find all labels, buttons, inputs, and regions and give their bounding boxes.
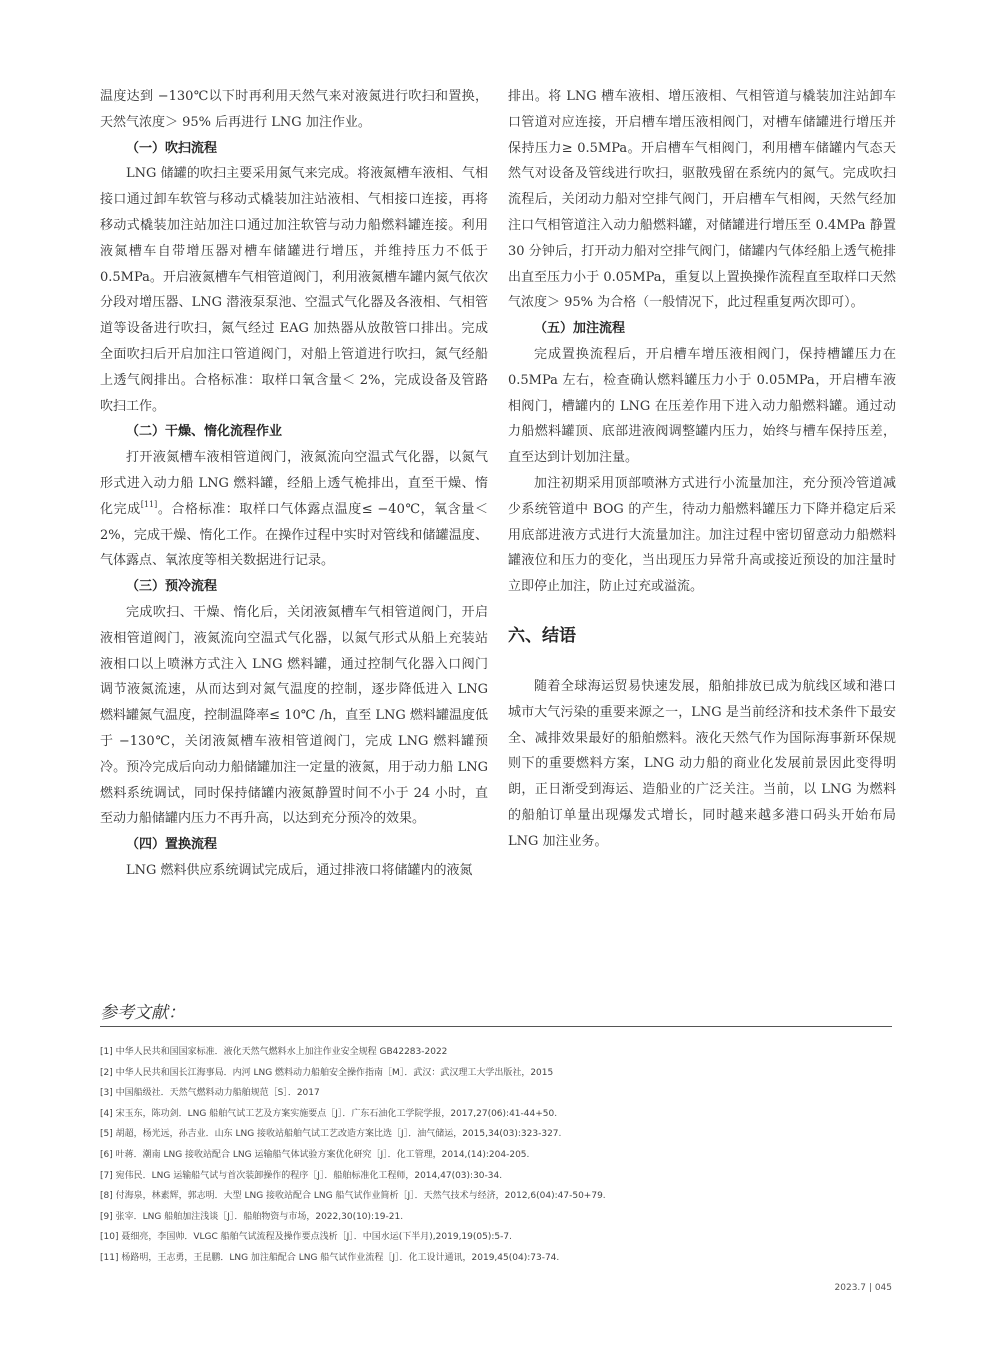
paragraph: LNG 燃料供应系统调试完成后，通过排液口将储罐内的液氮 — [126, 862, 473, 878]
reference-item: [10] 聂细亮，李国帅．VLGC 船舶气试流程及操作要点浅析［J］．中国水运(下半月),2019,19(05):5-7. — [100, 1232, 512, 1243]
section-heading-purge: （一）吹扫流程 — [126, 140, 218, 156]
reference-item: [5] 胡超，杨光远，孙吉业．山东 LNG 接收站船舶气试工艺改造方案比选［J］．油气储运，2015,34(03):323-327. — [100, 1129, 562, 1140]
reference-item: [1] 中华人民共和国国家标准．液化天然气燃料水上加注作业安全规程 GB42283-2022 — [100, 1047, 448, 1057]
paragraph: 完成置换流程后，开启槽车增压液相阀门，保持槽罐压力在 0.5MPa 左右，检查确认燃料罐压力小于 0.05MPa，开启槽车液相阀门，槽罐内的 LNG 在压差作用下进入动力船燃料罐。通过动力船燃料罐顶、底部进液阀调整罐内压力，始终与槽车保持压差，直至达到计划加注量。 — [508, 346, 896, 466]
citation-mark: [11] — [140, 499, 158, 509]
paragraph: 随着全球海运贸易快速发展，船舶排放已成为航线区域和港口城市大气污染的重要来源之一，LNG 是当前经济和技术条件下最安全、减排效果最好的船舶燃料。液化天然气作为国际海事新环保规则下的重要燃料方案，LNG 动力船的商业化发展前景因此变得明朗，正日渐受到海运、造船业的广泛关注。当前，以 LNG 为燃料的船舶订单量出现爆发式增长，同时越来越多港口码头开始布局 LNG 加注业务。 — [508, 678, 896, 849]
reference-item: [3] 中国船级社．天然气燃料动力船舶规范［S］．2017 — [100, 1088, 320, 1099]
reference-item: [11] 杨路明，王志勇，王昆鹏．LNG 加注船配合 LNG 船气试作业流程［J］．化工设计通讯，2019,45(04):73-74. — [100, 1252, 560, 1263]
paragraph: LNG 储罐的吹扫主要采用氮气来完成。将液氮槽车液相、气相接口通过卸车软管与移动式橇装加注站液相、气相接口连接，再将移动式橇装加注站加注口通过加注软管与动力船燃料罐连接。利用液氮槽车自带增压器对槽车储罐进行增压，并维持压力不低于 0.5MPa。开启液氮槽车气相管道阀门，利用液氮槽车罐内氮气依次分段对增压器、LNG 潜液泵泵池、空温式气化器及各液相、气相管道等设备进行吹扫，氮气经过 EAG 加热器从放散管口排出。完成全面吹扫后开启加注口管道阀门，对船上管道进行吹扫，氮气经船上透气阀排出。合格标准：取样口氧含量＜ 2%，完成设备及管路吹扫工作。 — [100, 166, 488, 414]
right-column — [508, 84, 896, 855]
paragraph-with-citation — [100, 445, 488, 574]
page-footer — [835, 1283, 892, 1293]
references-list — [100, 1042, 892, 1269]
section-heading-fueling: （五）加注流程 — [534, 321, 626, 337]
reference-item: [9] 张宰．LNG 船舶加注浅谈［J］．船舶物资与市场，2022,30(10):19-21. — [100, 1211, 404, 1222]
issue-date: 2023.7 — [834, 1283, 867, 1293]
references-divider — [100, 1026, 892, 1027]
paragraph-text: 。合格标准：取样口气体露点温度≤ −40℃，氧含量＜ 2%，完成干燥、惰化工作。在操作过程中实时对管线和储罐温度、气体露点、氧浓度等相关数据进行记录。 — [100, 501, 488, 569]
section-heading-dry-inert: （二）干燥、惰化流程作业 — [126, 424, 283, 440]
footer-separator: | — [868, 1283, 875, 1293]
paragraph: 温度达到 −130℃以下时再利用天然气来对液氮进行吹扫和置换，天然气浓度＞ 95% 后再进行 LNG 加注作业。 — [100, 89, 488, 130]
paragraph: 排出。将 LNG 槽车液相、增压液相、气相管道与橇装加注站卸车口管道对应连接，开启槽车增压液相阀门，对槽车储罐进行增压并保持压力≥ 0.5MPa。开启槽车气相阀门，利用槽车储罐内气态天然气对设备及管线进行吹扫，驱散残留在系统内的氮气。完成吹扫流程后，关闭动力船对空排气阀门，开启槽车气相阀，天然气经加注口气相管道注入动力船燃料罐，对储罐进行增压至 0.4MPa 静置 30 分钟后，打开动力船对空排气阀门，储罐内气体经船上透气桅排出直至压力小于 0.05MPa，重复以上置换操作流程直至取样口天然气浓度＞ 95% 为合格（一般情况下，此过程重复两次即可）。 — [508, 89, 896, 311]
paragraph: 完成吹扫、干燥、惰化后，关闭液氮槽车气相管道阀门，开启液相管道阀门，液氮流向空温式气化器，以氮气形式从船上充装站液相口以上喷淋方式注入 LNG 燃料罐，通过控制气化器入口阀门调节液氮流速，从而达到对氮气温度的控制，逐步降低进入 LNG 燃料罐氮气温度，控制温降率≤ 10℃ /h，直至 LNG 燃料罐温度低于 −130℃，关闭液氮槽车液相管道阀门，完成 LNG 燃料罐预冷。预冷完成后向动力船储罐加注一定量的液氮，用于动力船 LNG 燃料系统调试，同时保持储罐内液氮静置时间不小于 24 小时，直至动力船储罐内压力不再升高，以达到充分预冷的效果。 — [100, 604, 488, 827]
paragraph: 加注初期采用顶部喷淋方式进行小流量加注，充分预冷管道减少系统管道中 BOG 的产生，待动力船燃料罐压力下降并稳定后采用底部进液方式进行大流量加注。加注过程中密切留意动力船燃料罐液位和压力的变化，当出现压力异常升高或接近预设的加注量时立即停止加注，防止过充或溢流。 — [508, 475, 896, 595]
section-heading-precool: （三）预冷流程 — [126, 579, 218, 595]
paragraph-text: 打开液氮槽车液相管道阀门，液氮流向空温式气化器，以氮气形式进入动力船 LNG 燃料罐，经船上透气桅排出，直至干燥、惰化完成 — [100, 450, 488, 517]
reference-item: [8] 付海泉，林素辉，郭志明．大型 LNG 接收站配合 LNG 船气试作业简析［J］．天然气技术与经济，2012,6(04):47-50+79. — [100, 1191, 606, 1202]
section-heading-conclusion: 六、结语 — [508, 625, 576, 646]
reference-item: [2] 中华人民共和国长江海事局．内河 LNG 燃料动力船舶安全操作指南［M］．武汉：武汉理工大学出版社，2015 — [100, 1067, 554, 1078]
reference-item: [4] 宋玉东，陈功剑．LNG 船舶气试工艺及方案实施要点［J］．广东石油化工学院学报，2017,27(06):41-44+50. — [100, 1108, 558, 1119]
section-heading-replace: （四）置换流程 — [126, 837, 218, 853]
left-column — [100, 84, 488, 884]
references-title: 参考文献： — [100, 1003, 185, 1023]
reference-item: [7] 宛伟民．LNG 运输船气试与首次装卸操作的程序［J］．船舶标准化工程师，2014,47(03):30-34. — [100, 1170, 503, 1181]
reference-item: [6] 叶蒋．潮南 LNG 接收站配合 LNG 运输船气体试验方案优化研究［J］．化工管理，2014,(14):204-205. — [100, 1149, 530, 1160]
page-number: 045 — [874, 1283, 892, 1293]
